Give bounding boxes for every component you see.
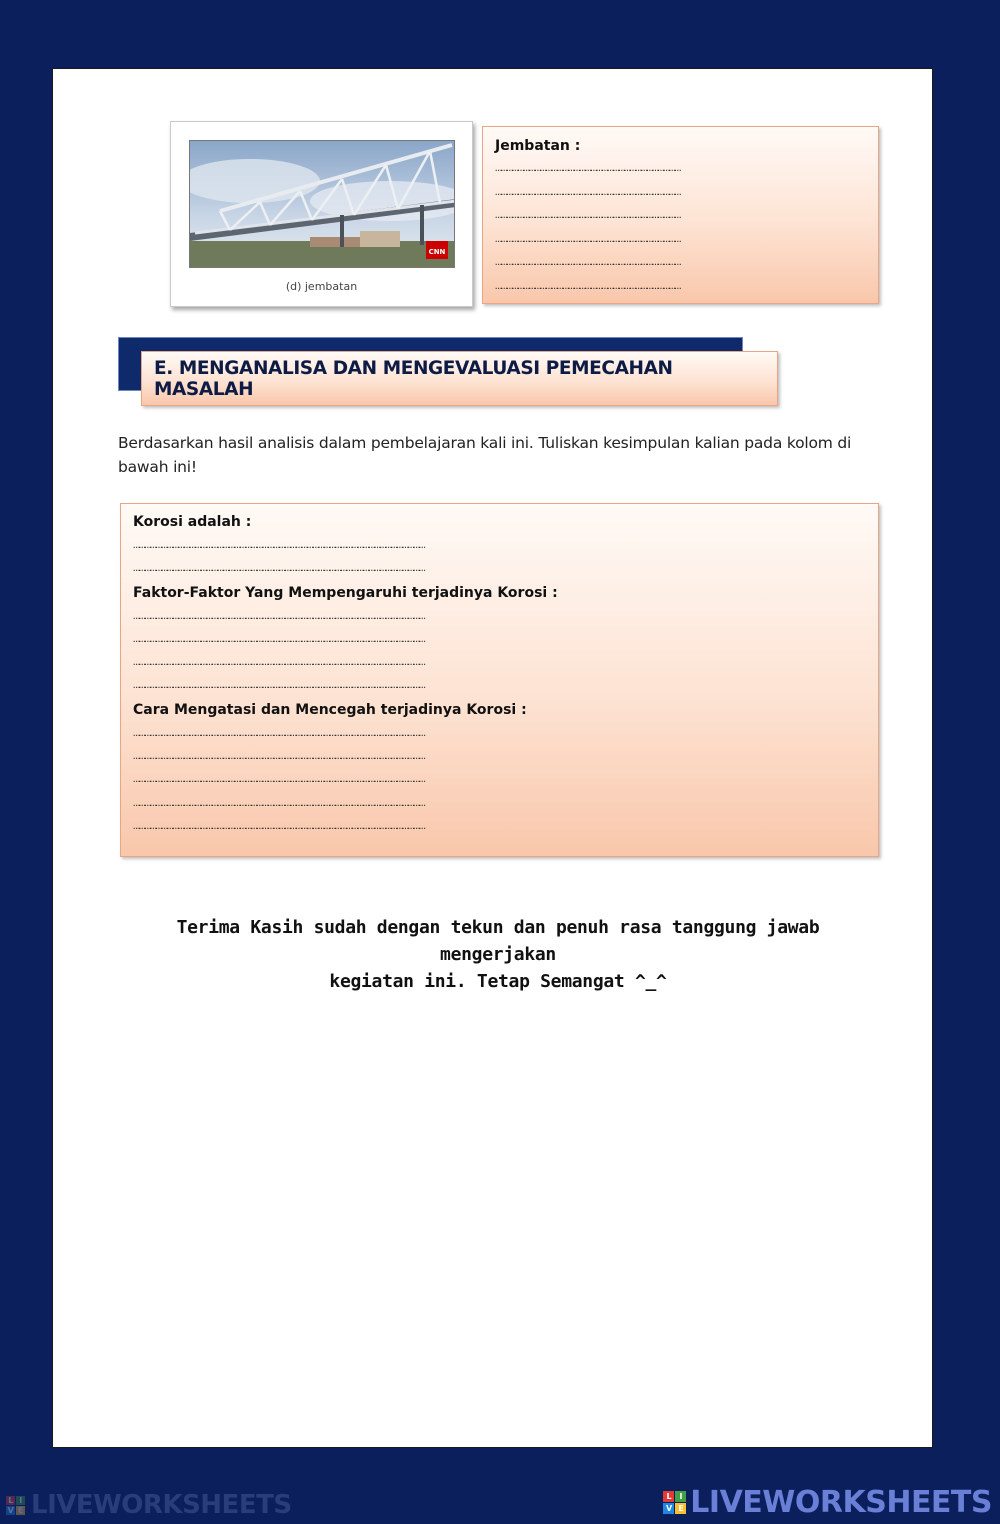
- answer-line[interactable]: …………………………………………………………………………………………………………………………………………: [133, 678, 425, 693]
- answer-line[interactable]: …………………………………………………………………………………………………………………………………………: [133, 772, 425, 787]
- photo-caption: (d) jembatan: [285, 280, 358, 293]
- section-heading: E. MENGANALISA DAN MENGEVALUASI PEMECAHAN MASALAH: [154, 357, 673, 400]
- section-heading-box: [141, 351, 778, 406]
- liveworksheets-logo-icon: [663, 1491, 686, 1514]
- faktor-label: Faktor-Faktor Yang Mempengaruhi terjadinya Korosi :: [133, 584, 558, 601]
- answer-line[interactable]: ………………………………………………………………………………………: [495, 161, 680, 175]
- korosi-label: Korosi adalah :: [133, 514, 252, 530]
- answer-line[interactable]: ………………………………………………………………………………………: [495, 184, 680, 199]
- closing-line-2: kegiatan ini. Tetap Semangat ^_^: [329, 971, 667, 992]
- cnn-badge-text: CNN: [428, 248, 446, 256]
- watermark-brand: LIVEWORKSHEETS: [31, 1490, 292, 1520]
- answer-line[interactable]: …………………………………………………………………………………………………………………………………………: [133, 795, 425, 810]
- logo-letter-v: V: [7, 1505, 14, 1515]
- answer-line[interactable]: …………………………………………………………………………………………………………………………………………: [133, 725, 425, 740]
- watermark-left: [6, 1490, 292, 1520]
- closing-line-1: Terima Kasih sudah dengan tekun dan penuh rasa tanggung jawab mengerjakan: [176, 917, 820, 965]
- answer-line[interactable]: …………………………………………………………………………………………………………………………………………: [133, 561, 425, 576]
- answer-line[interactable]: ………………………………………………………………………………………: [495, 208, 680, 222]
- answer-line[interactable]: ………………………………………………………………………………………: [495, 255, 680, 269]
- answer-line[interactable]: …………………………………………………………………………………………………………………………………………: [133, 631, 425, 646]
- watermark-brand: LIVEWORKSHEETS: [690, 1485, 992, 1520]
- answer-line[interactable]: …………………………………………………………………………………………………………………………………………: [133, 538, 425, 552]
- logo-letter-v: V: [663, 1503, 674, 1514]
- instruction-text: Berdasarkan hasil analisis dalam pembelajaran kali ini. Tuliskan kesimpulan kalian pada kolom di bawah ini!: [118, 434, 852, 476]
- logo-letter-i: I: [16, 1496, 25, 1505]
- answer-line[interactable]: ………………………………………………………………………………………: [495, 278, 680, 293]
- cara-label: Cara Mengatasi dan Mencegah terjadinya Korosi :: [133, 701, 527, 718]
- summary-answer-box[interactable]: [120, 503, 879, 857]
- logo-letter-i: I: [675, 1491, 686, 1502]
- answer-line[interactable]: …………………………………………………………………………………………………………………………………………: [133, 749, 425, 764]
- worksheet-page: [52, 68, 933, 1448]
- jembatan-label: Jembatan :: [495, 138, 581, 154]
- closing-message: [118, 914, 878, 995]
- answer-line[interactable]: ………………………………………………………………………………………: [495, 231, 680, 246]
- answer-line[interactable]: …………………………………………………………………………………………………………………………………………: [133, 818, 425, 833]
- answer-line[interactable]: …………………………………………………………………………………………………………………………………………: [133, 608, 425, 623]
- jembatan-answer-box[interactable]: [482, 126, 879, 304]
- bridge-photo-card: [170, 121, 473, 307]
- logo-letter-l: L: [6, 1496, 15, 1505]
- logo-letter-e: E: [16, 1506, 25, 1515]
- logo-letter-l: L: [663, 1491, 674, 1502]
- liveworksheets-logo-icon: [6, 1496, 25, 1515]
- answer-line[interactable]: …………………………………………………………………………………………………………………………………………: [133, 655, 425, 670]
- bridge-photo: [189, 140, 455, 268]
- watermark-right[interactable]: [663, 1485, 992, 1520]
- logo-letter-e: E: [675, 1503, 686, 1514]
